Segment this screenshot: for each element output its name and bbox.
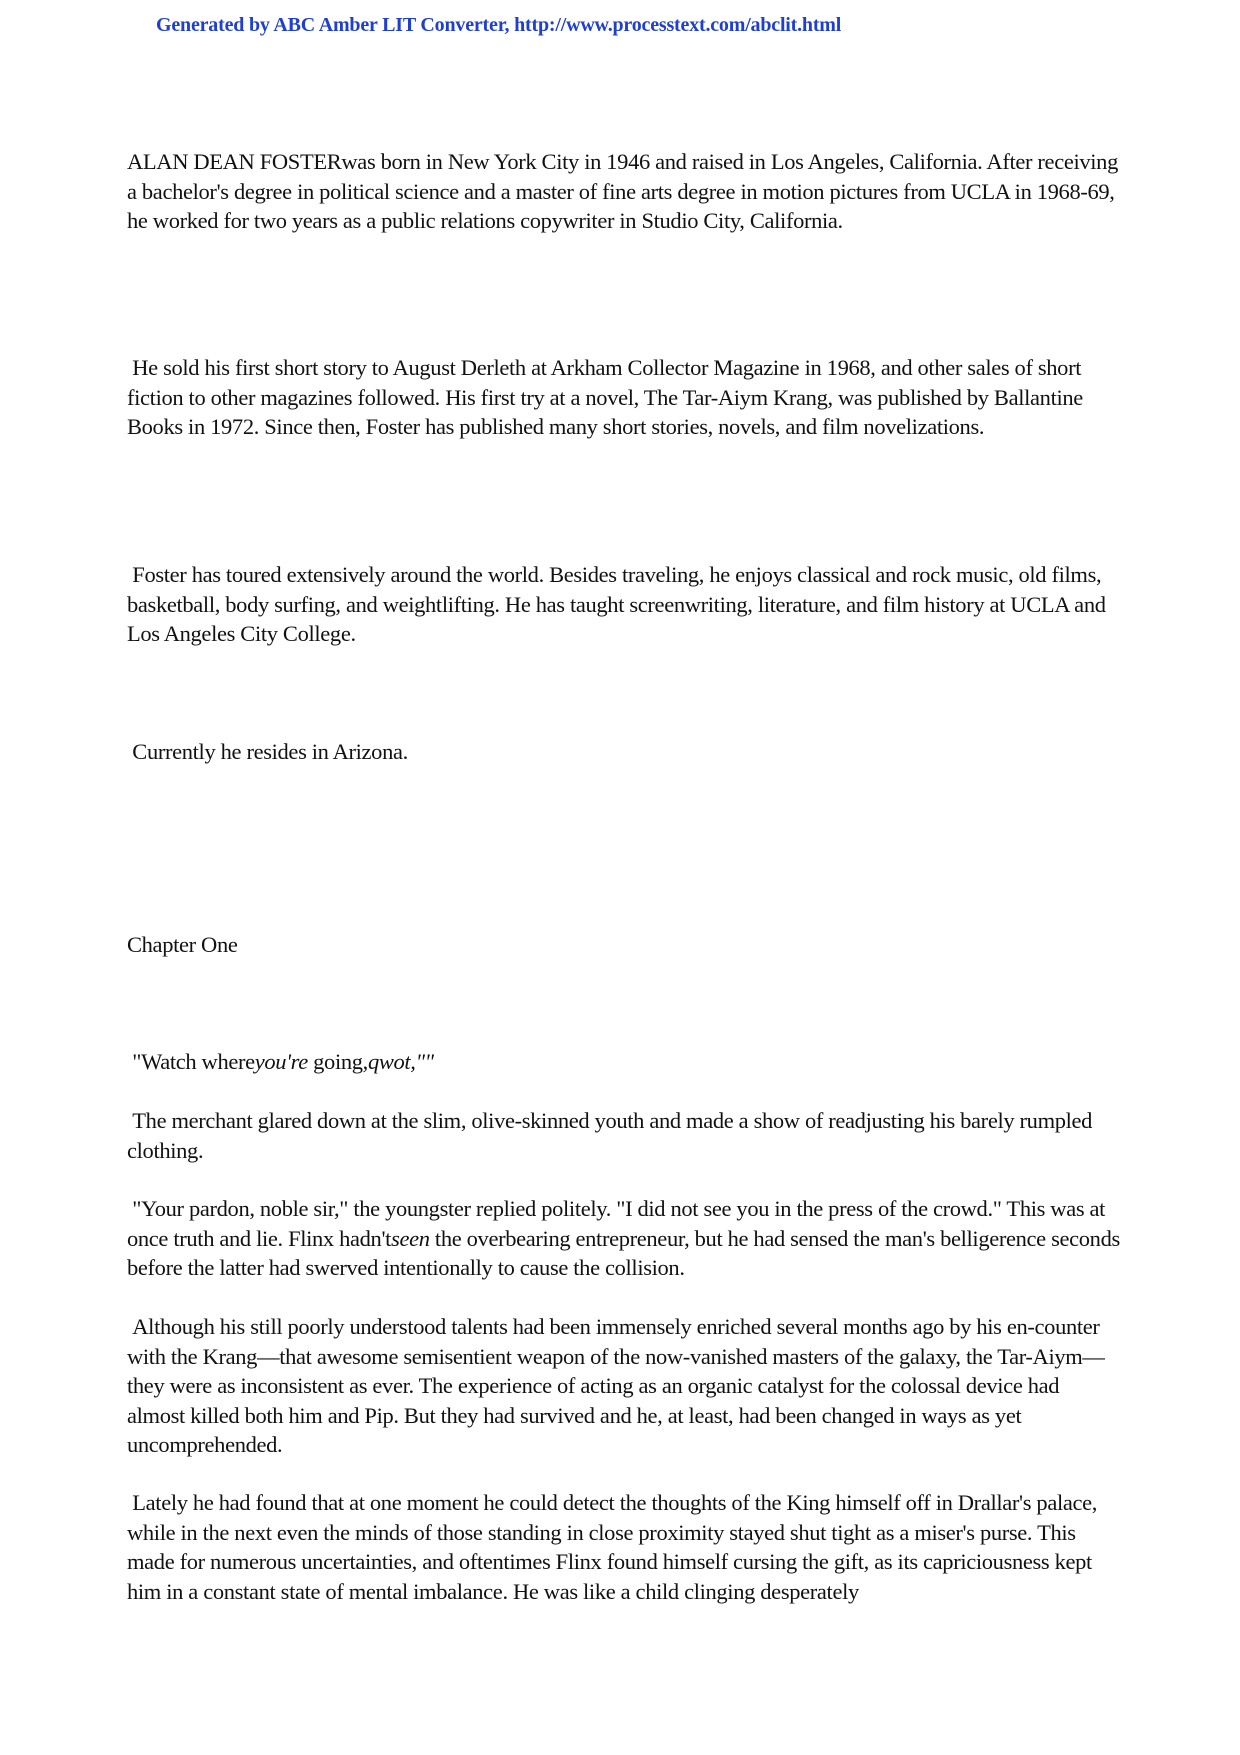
chapter-title: Chapter One xyxy=(127,932,238,957)
chapter-paragraph-4: Lately he had found that at one moment he could detect the thoughts of the King himself off in Drallar's palace, while in the next even the minds of those standing in close proximity stayed shut tight as a miser's purse. This made for numerous uncertainties, and oftentimes Flinx found himself cursing the gift, as its capriciousness kept him in a constant state of mental imbalance. He was like a child clinging desperately xyxy=(127,1490,1103,1604)
chapter-dialogue-1 xyxy=(127,1047,1122,1077)
chapter-paragraph-2-emphasis: seen xyxy=(391,1225,430,1251)
bio-paragraph-1-text: was born in New York City in 1946 and raised in Los Angeles, California. After receiving a bachelor's degree in political science and a master of fine arts degree in motion pictures from UCLA in 1968-69, he worked for two years as a public relations copywriter in Studio City, California. xyxy=(127,149,1118,233)
bio-paragraph-4: Currently he resides in Arizona. xyxy=(127,739,408,764)
bio-paragraph-2: He sold his first short story to August Derleth at Arkham Collector Magazine in 1968, and other sales of short fiction to other magazines followed. His first try at a novel, The Tar-Aiym Krang, was published by Ballantine Books in 1972. Since then, Foster has published many short stories, novels, and film novelizations. xyxy=(127,355,1089,439)
dialogue-1-emphasis-d: qwot,"" xyxy=(367,1049,434,1074)
dialogue-1-part-a: "Watch where xyxy=(127,1049,255,1074)
chapter-paragraph-2 xyxy=(127,1194,1126,1283)
chapter-paragraph-3: Although his still poorly understood talents had been immensely enriched several months ago by his en-counter with the Krang—that awesome semisentient weapon of the now-vanished masters of the galaxy, the Tar-Aiym—they were as inconsistent as ever. The experience of acting as an organic catalyst for the colossal device had almost killed both him and Pip. But they had survived and he, at least, had been changed in ways as yet uncomprehended. xyxy=(127,1314,1105,1457)
dialogue-1-part-c: going, xyxy=(307,1049,368,1074)
bio-paragraph-1 xyxy=(127,147,1122,236)
chapter-paragraph-1: The merchant glared down at the slim, olive-skinned youth and made a show of readjusting his barely rumpled clothing. xyxy=(127,1108,1098,1163)
bio-paragraph-3: Foster has toured extensively around the world. Besides traveling, he enjoys classical and rock music, old films, basketball, body surfing, and weightlifting. He has taught screenwriting, literature, and film history at UCLA and Los Angeles City College. xyxy=(127,562,1111,646)
converter-link[interactable]: Generated by ABC Amber LIT Converter, http://www.processtext.com/abclit.html xyxy=(156,14,842,36)
chapter-paragraph-2-part-a: "Your pardon, noble sir," the youngster replied politely. "I did not see you in the press of the crowd." This was at once truth and lie. Flinx hadn't xyxy=(127,1196,1111,1251)
dialogue-1-emphasis-a: you're xyxy=(254,1049,308,1074)
author-name: ALAN DEAN FOSTER xyxy=(127,149,342,174)
chapter-paragraph-2-part-c: the overbearing entrepreneur, but he had sensed the man's belligerence seconds before the latter had swerved intentionally to cause the collision. xyxy=(127,1225,1126,1280)
